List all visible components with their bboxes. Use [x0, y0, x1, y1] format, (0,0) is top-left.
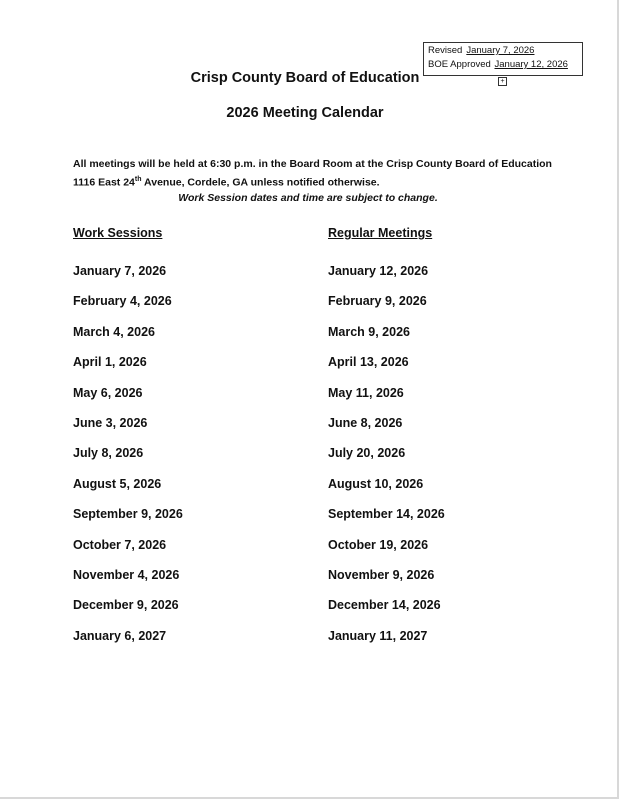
document-subtitle: 2026 Meeting Calendar [226, 105, 384, 121]
regular-meeting-date: February 9, 2026 [328, 294, 427, 309]
revised-date: January 7, 2026 [466, 45, 535, 56]
revised-label: Revised [428, 45, 463, 56]
regular-meeting-date: June 8, 2026 [328, 416, 403, 430]
intro-line-1: All meetings will be held at 6:30 p.m. in the Board Room at the Crisp County Board of Education [73, 158, 552, 170]
regular-meeting-date: September 14, 2026 [328, 507, 445, 522]
regular-meeting-date: October 19, 2026 [328, 537, 429, 552]
work-session-date: July 8, 2026 [73, 446, 144, 461]
regular-meeting-date: January 11, 2027 [328, 628, 428, 643]
work-session-date: April 1, 2026 [73, 355, 147, 370]
work-session-date: March 4, 2026 [73, 324, 155, 339]
work-session-date: January 7, 2026 [73, 264, 167, 278]
work-session-date: May 6, 2026 [73, 385, 143, 400]
work-session-date: February 4, 2026 [73, 294, 172, 309]
regular-meeting-date: November 9, 2026 [328, 568, 435, 582]
intro-text [73, 157, 563, 206]
address-end: Avenue, Cordele, GA unless notified otherwise. [141, 176, 380, 189]
work-session-date: September 9, 2026 [73, 507, 183, 522]
regular-meeting-date: January 12, 2026 [328, 264, 429, 278]
intro-line-2 [73, 172, 563, 191]
anchor-handle-icon[interactable]: + [498, 77, 507, 86]
regular-meeting-date: April 13, 2026 [328, 355, 409, 370]
approved-date: January 12, 2026 [494, 59, 568, 70]
work-session-date: January 6, 2027 [73, 628, 167, 643]
work-session-date: October 7, 2026 [73, 537, 167, 552]
work-session-date: November 4, 2026 [73, 568, 180, 582]
work-session-date: December 9, 2026 [73, 598, 179, 613]
intro-note: Work Session dates and time are subject to change. [178, 191, 438, 204]
work-session-date: June 3, 2026 [73, 416, 148, 430]
approved-label: BOE Approved [428, 59, 491, 70]
work-sessions-header: Work Sessions [73, 226, 163, 240]
address-sup: th [134, 176, 142, 183]
regular-meeting-date: August 10, 2026 [328, 476, 424, 491]
regular-meeting-date: December 14, 2026 [328, 598, 441, 613]
regular-meeting-date: May 11, 2026 [328, 385, 404, 400]
regular-meeting-date: March 9, 2026 [328, 324, 410, 339]
document-title: Crisp County Board of Education [190, 70, 420, 86]
regular-meeting-date: July 20, 2026 [328, 446, 406, 461]
regular-meetings-header: Regular Meetings [328, 226, 433, 240]
work-session-date: August 5, 2026 [73, 476, 162, 491]
address-start: 1116 East 24 [73, 176, 135, 189]
